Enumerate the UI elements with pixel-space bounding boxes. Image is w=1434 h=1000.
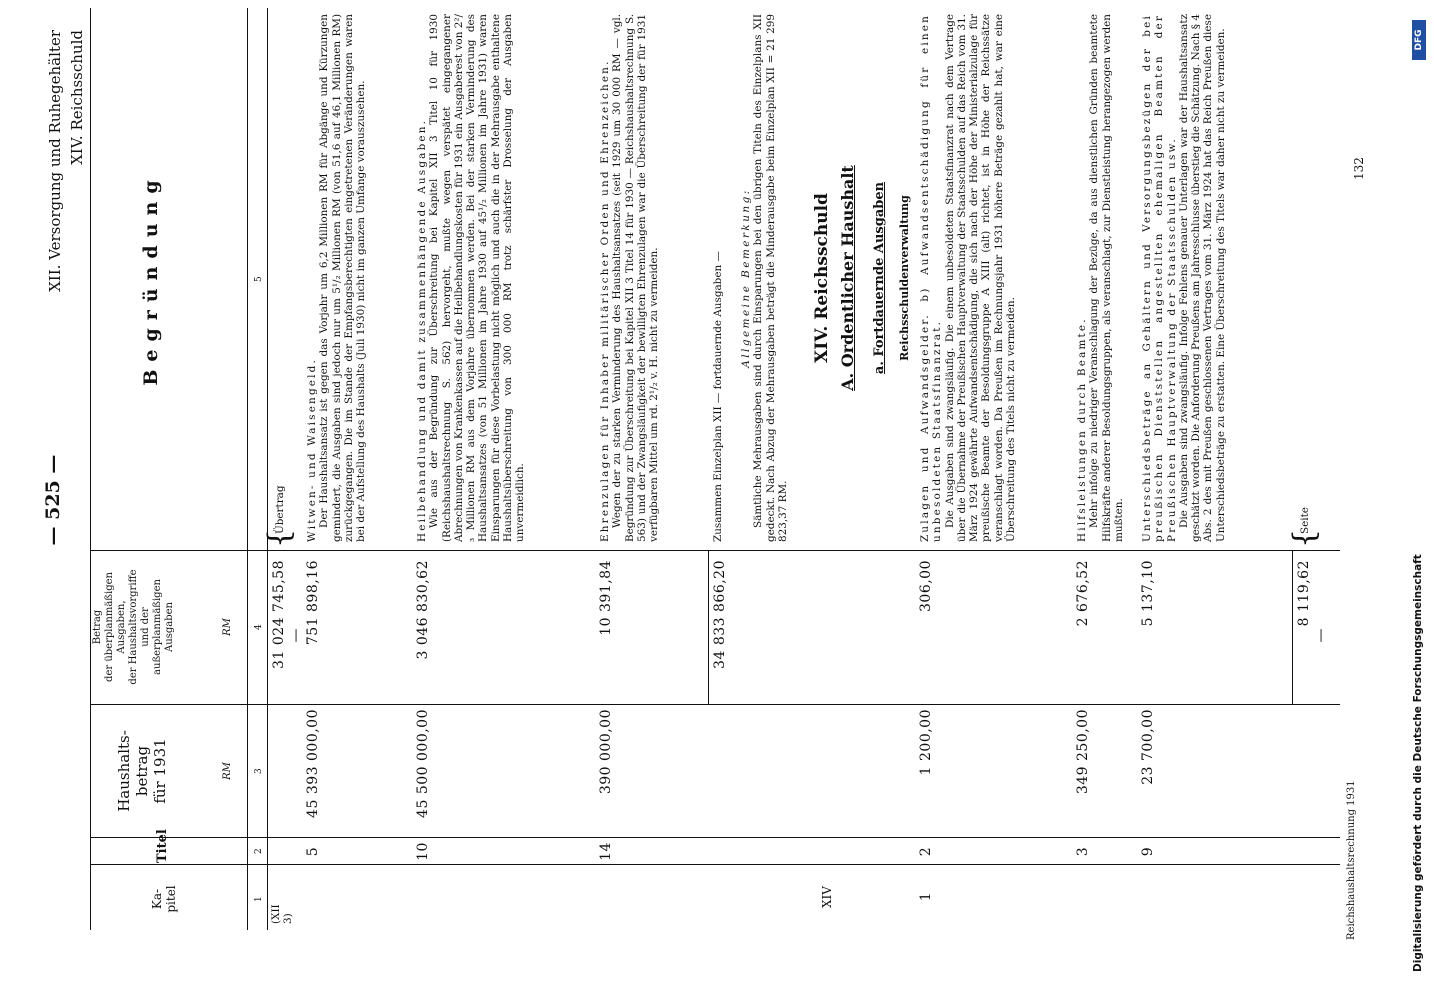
header-kapitel: Ka- pitel (150, 885, 179, 913)
xiv-fortdauernd: a. Fortdauernde Ausgaben (872, 181, 887, 375)
row10-ueberplan: 3 046 830,62 (415, 560, 431, 660)
row3-ueberplan: 2 676,52 (1075, 560, 1091, 627)
zusammen-value: 34 833 866,20 (712, 560, 728, 669)
uebertrag-kapitel: (XII 3) (270, 904, 294, 924)
xiv-title: XIV. Reichsschuld (812, 193, 832, 363)
row9-heading: Unterschiedsbeträge an Gehältern und Versorgungsbezügen der bei preußischen Dienststellen angestellten ehemaligen Beamten der Preußischen Hauptverwaltung der Staatsschulden usw. (1141, 14, 1178, 542)
row2-betrag: 1 200,00 (918, 709, 934, 776)
row3-titel: 3 (1075, 846, 1091, 857)
xiv-kapitel: XIV (820, 886, 834, 908)
row14-betrag: 390 000,00 (598, 709, 614, 795)
header-titel: Titel (155, 829, 170, 863)
seite-brace: { (1287, 528, 1322, 548)
row14-heading: Ehrenzulagen für Inhaber militärischer Orden und Ehrenzeichen. (599, 59, 611, 542)
row2-body: Die Ausgaben sind zwangsläufig. Die einem unbesoldeten Staatsfinanzrat nach dem Vertrage über die Übernahme der Preußischen Hauptverwaltung der Staatsschulden auf das Reich vom 31. März 1924 gewährte Aufwandsentschädigung, die sich nach der Höhe der Ministerialzulage für preußische Beamte der Besoldungsgruppe A XIII (alt) richtet, ist in Höhe der Reichssätze veranschlagt worden. Da Preußen im Rechnungsjahr 1931 höhere Beträge gezahlt hat, war eine Überschreitung des Titels nicht zu vermeiden. (943, 14, 1018, 542)
header-begruendung: Begründung (140, 172, 162, 386)
row2-ueberplan: 306,00 (918, 560, 934, 612)
row10-text (416, 14, 527, 542)
bemerkung (740, 14, 789, 542)
header-bottom-rule (247, 8, 248, 930)
header-ueberplan: Betrag der überplanmäßigen Ausgaben, der Haushaltsvorgriffe und der außerplanmäßigen Ausgaben (92, 569, 175, 685)
row2-text (919, 14, 1017, 542)
row3-heading: Hilfsleistungen durch Beamte. (1076, 317, 1088, 542)
header-ueberplan-unit: RM (222, 618, 233, 636)
row9-text (1141, 14, 1227, 542)
dfg-credit: Digitalisierung gefördert durch die Deutsche Forschungsgemeinschaft (1412, 554, 1424, 972)
row5-heading: Witwen- und Waisengeld. (306, 357, 318, 542)
header-betrag: Haushalts- betrag für 1931 (115, 730, 169, 812)
row14-text (599, 14, 660, 542)
seite-label: Seite (1299, 507, 1311, 534)
row14-ueberplan: 10 391,84 (598, 560, 614, 636)
row3-text (1076, 14, 1125, 542)
k1-kapitel: 1 (918, 891, 934, 902)
uebertrag-dash: — (288, 628, 304, 643)
row9-titel: 9 (1140, 846, 1156, 857)
bemerkung-body: Sämtliche Mehrausgaben sind durch Einsparungen bei den übrigen Titeln des Einzelplans XII gedeckt. Nach Abzug der Mehrausgaben beträgt die Minderausgabe beim Einzelplan XII = 21 299 823,37 RM. (752, 14, 789, 542)
row5-text (306, 14, 367, 542)
row5-betrag: 45 393 000,00 (305, 709, 321, 818)
row3-body: Mehr infolge zu niedriger Veranschlagung der Bezüge, da aus dienstlichen Gründen beamtete Hilfskräfte anderer Besoldungsgruppen, als veranschlagt, zur Dienstleistung herangezogen werden mußten. (1088, 14, 1125, 542)
zusammen-label: Zusammen Einzelplan XII — fortdauernde Ausgaben — (712, 251, 724, 542)
row3-betrag: 349 250,00 (1075, 709, 1091, 795)
seite-dash: — (1313, 628, 1329, 643)
footer-reichshaushaltsrechnung: Reichshaushaltsrechnung 1931 (1346, 780, 1357, 940)
seite-rule (1292, 551, 1293, 705)
zusammen-rule (708, 551, 709, 705)
col-divider-4 (90, 550, 1340, 551)
row10-betrag: 45 500 000,00 (415, 709, 431, 818)
row5-body: Der Haushaltsansatz ist gegen das Vorjahr um 6,2 Millionen RM für Abgänge und Kürzungen gemindert, die Ausgaben sind jedoch nur um 5¹/₂ Millionen RM (von 51,6 auf 46,1 Millionen RM) zurückgegangen. Die im Stande der Empfangsberechtigten eingetretenen Veränderungen waren bei der Aufstellung des Haushalts (Juli 1930) nicht im ganzen Umfange vorauszusehen. (318, 14, 368, 542)
row2-heading: Zulagen und Aufwandsgelder. b) Aufwandsentschädigung für einen unbesoldeten Staatsfinanzrat. (919, 14, 944, 542)
row10-titel: 10 (415, 842, 431, 861)
row9-ueberplan: 5 137,10 (1140, 560, 1156, 627)
row9-body: Die Ausgaben sind zwangsläufig. Infolge Fehlens genauer Unterlagen war der Haushaltsansatz geschätzt worden. Die Anforderung Preußens am Jahresschlusse überstieg die Schätzung. Nach § 4 Abs. 2 des mit Preußen geschlossenen Vertrages vom 31. März 1924 hat das Reich Preußen diese Unterschiedsbeträge zu erstatten. Eine Überschreitung des Titels war daher nicht zu vermeiden. (1177, 14, 1227, 542)
table-top-rule (90, 8, 91, 930)
colnum-2: 2 (254, 848, 264, 854)
row10-heading: Heilbehandlung und damit zusammenhängende Ausgaben. (416, 118, 428, 542)
page-reference: 132 (1352, 157, 1366, 180)
dfg-logo: DFG (1412, 20, 1426, 60)
row14-body: Wegen der zu starken Verminderung des Haushaltsansatzes (seit 1929 um 30 000 RM — vgl. Begründung zur Überschreitung bei Kapitel XII 3 Titel 14 für 1930 — Reichshaushaltsrechnung S. 563) und der Zwangsläufigkeit der bewilligten Ehrenzulagen war die Überschreitung der für 1931 verfügbaren Mittel um rd. 2¹/₂ v. H. nicht zu vermeiden. (611, 14, 661, 542)
col-divider-3 (90, 704, 1340, 705)
row14-titel: 14 (598, 842, 614, 861)
seite-value: 8 119,62 (1296, 560, 1312, 627)
uebertrag-value: 31 024 745,58 (271, 560, 287, 669)
row9-betrag: 23 700,00 (1140, 709, 1156, 785)
uebertrag-brace: { (262, 528, 297, 548)
row2-titel: 2 (918, 846, 934, 857)
uebertrag-label: Übertrag (274, 485, 286, 534)
row5-ueberplan: 751 898,16 (305, 560, 321, 646)
colnum-5: 5 (254, 276, 264, 282)
xiv-ordentlich: A. Ordentlicher Haushalt (838, 165, 857, 391)
colnum-bottom-rule (267, 8, 268, 930)
running-header-2: XIV. Reichsschuld (68, 30, 86, 165)
bemerkung-heading: Allgemeine Bemerkung: (740, 188, 752, 368)
running-header-1: XII. Versorgung und Ruhegehälter (46, 30, 64, 292)
row5-titel: 5 (305, 846, 321, 857)
colnum-1: 1 (254, 896, 264, 902)
row10-body: Wie aus der Begründung zur Überschreitung bei Kapitel XII 3 Titel 10 für 1930 (Reichshaushaltsrechnung S. 562) hervorgeht, mußte wegen verspätet eingegangener Abrechnungen von Krankenkassen auf die Heilbehandlungskosten für 1931 ein Ausgaberest von 2²/₃ Millionen RM aus dem Vorjahre übernommen werden. Bei der starken Verminderung des Haushaltsansatzes (von 51 Millionen im Jahre 1930 auf 45¹/₂ Millionen im Jahre 1931) waren Einsparungen für diese Vorbelastung nicht möglich und auch die in der Mehrausgabe enthaltene Haushaltsüberschreitung von 300 000 RM trotz schärfster Drosselung der Ausgaben unvermeidlich. (428, 14, 527, 542)
colnum-4: 4 (254, 624, 264, 630)
header-betrag-unit: RM (222, 762, 233, 780)
xiv-verwaltung: Reichsschuldenverwaltung (898, 195, 911, 361)
colnum-3: 3 (254, 768, 264, 774)
page-number: — 525 — (42, 454, 64, 546)
